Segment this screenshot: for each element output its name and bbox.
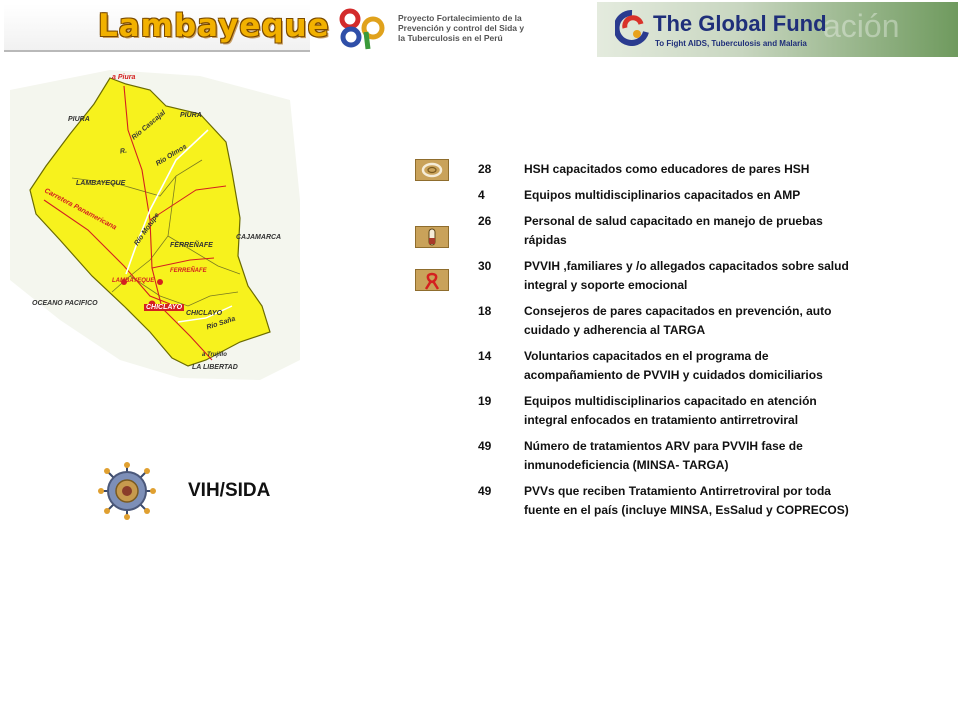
map-label-oceano: OCEANO PACIFICO bbox=[32, 300, 98, 307]
stat-number: 26 bbox=[478, 214, 492, 228]
stat-row bbox=[478, 186, 850, 205]
map-graphic bbox=[0, 60, 320, 390]
lambayeque-map bbox=[0, 60, 320, 390]
stat-description: Equipos multidisciplinarios capacitado en atención integral enfocados en tratamiento antirretroviral bbox=[524, 394, 817, 427]
stat-description: Voluntarios capacitados en el programa de acompañamiento de PVVIH y cuidados domiciliarios bbox=[524, 349, 823, 382]
map-label-lambayeque: LAMBAYEQUE bbox=[76, 180, 126, 187]
stat-row bbox=[478, 257, 850, 295]
virus-icon bbox=[98, 462, 156, 520]
stats-table bbox=[478, 160, 850, 527]
map-label-chiclayo-city: CHICLAYO bbox=[146, 304, 183, 311]
stat-number: 49 bbox=[478, 484, 492, 498]
map-label-cajamarca: CAJAMARCA bbox=[236, 234, 282, 241]
stat-description: Personal de salud capacitado en manejo de pruebas rápidas bbox=[524, 214, 823, 247]
header-banner bbox=[0, 0, 960, 58]
map-label-ferrenafe: FERREÑAFE bbox=[170, 242, 213, 249]
stat-number: 28 bbox=[478, 162, 492, 176]
stat-number: 4 bbox=[478, 188, 485, 202]
condom-icon bbox=[415, 159, 449, 181]
map-label-la-libertad: LA LIBERTAD bbox=[192, 364, 238, 371]
map-label-rio-r: R. bbox=[119, 147, 128, 156]
stat-number: 14 bbox=[478, 349, 492, 363]
map-label-piura-left: PIURA bbox=[68, 116, 90, 123]
stat-number: 49 bbox=[478, 439, 492, 453]
stat-description: PVVIH ,familiares y /o allegados capacitados sobre salud integral y soporte emocional bbox=[524, 259, 849, 292]
map-label-carretera: Carretera Panamericana bbox=[43, 187, 118, 232]
stat-row bbox=[478, 437, 850, 475]
stat-row bbox=[478, 302, 850, 340]
stat-description: Equipos multidisciplinarios capacitados en AMP bbox=[524, 188, 801, 202]
map-label-ferrenafe-city: FERREÑAFE bbox=[170, 268, 207, 274]
project-name: Proyecto Fortalecimiento de la Prevención y control del Sida y la Tuberculosis en el Perú bbox=[398, 13, 525, 43]
stat-description: Número de tratamientos ARV para PVVIH fase de inmunodeficiencia (MINSA- TARGA) bbox=[524, 439, 803, 472]
stat-number: 19 bbox=[478, 394, 492, 408]
stat-row bbox=[478, 160, 850, 179]
map-label-piura-right: PIURA bbox=[180, 112, 202, 119]
stat-row bbox=[478, 347, 850, 385]
test-tube-icon bbox=[415, 226, 449, 248]
page-title: Lambayeque bbox=[98, 8, 330, 44]
global-fund-banner bbox=[597, 2, 958, 57]
map-label-chiclayo-prov: CHICLAYO bbox=[186, 310, 223, 317]
stat-row bbox=[478, 212, 850, 250]
banner-ghost-text: ación bbox=[823, 8, 900, 44]
stat-number: 18 bbox=[478, 304, 492, 318]
map-label-to-trujillo: a Trujillo bbox=[202, 352, 227, 358]
map-label-rio-motupe: Río Motupe bbox=[133, 211, 161, 248]
section-label: VIH/SIDA bbox=[188, 480, 271, 501]
title-box bbox=[4, 4, 330, 52]
stat-row bbox=[478, 392, 850, 430]
stat-number: 30 bbox=[478, 259, 492, 273]
global-fund-subtitle: To Fight AIDS, Tuberculosis and Malaria bbox=[655, 39, 807, 48]
stat-description: Consejeros de pares capacitados en prevención, auto cuidado y adherencia al TARGA bbox=[524, 304, 832, 337]
map-label-rio-cascajal: Río Cascajal bbox=[130, 109, 168, 142]
global-fund-name: The Global Fund bbox=[653, 11, 827, 36]
map-label-lambayeque-city: LAMBAYEQUE bbox=[112, 278, 155, 284]
stat-row bbox=[478, 482, 850, 520]
stat-description: HSH capacitados como educadores de pares HSH bbox=[524, 162, 810, 176]
stat-description: PVVs que reciben Tratamiento Antirretroviral por toda fuente en el país (incluye MINSA, EsSalud y COPRECOS) bbox=[524, 484, 849, 517]
project-logo-icon bbox=[338, 6, 390, 50]
red-ribbon-icon bbox=[415, 269, 449, 291]
map-label-rio-olmos: Río Olmos bbox=[154, 143, 189, 168]
map-label-rio-sana: Río Saña bbox=[205, 315, 237, 332]
map-label-to-piura: a Piura bbox=[112, 74, 136, 81]
global-fund-logo-icon bbox=[615, 10, 649, 46]
